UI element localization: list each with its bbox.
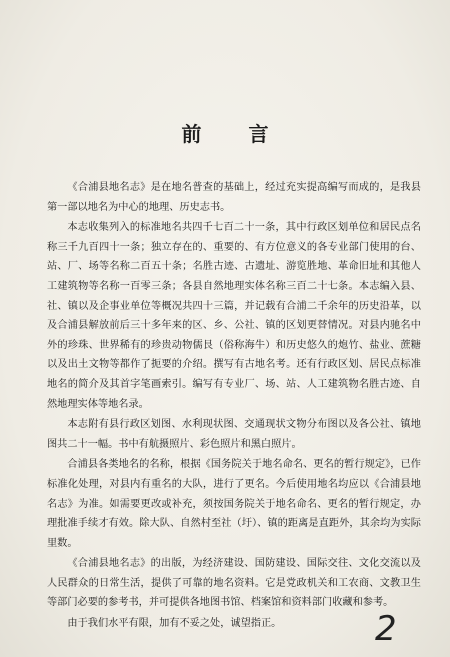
- paragraph-purpose: 《合浦县地名志》的出版，为经济建设、国防建设、国际交往、文化交流以及人民群众的日常生活，提供了可靠的地名资料。它是党政机关和工农商、文教卫生等部门必要的参考书，并可提供各地图书馆、档案馆和资料部门收藏和参考。: [47, 558, 421, 609]
- paragraph-intro: 《合浦县地名志》是在地名普查的基础上，经过充实提高编写而成的，是我县第一部以地名为中心的地理、历史志书。: [47, 182, 421, 213]
- page-title: 前 言: [181, 122, 289, 146]
- paragraph-standardization: 合浦县各类地名的名称，根据《国务院关于地名命名、更名的暂行规定》，已作标准化处理，对县内有重名的大队，进行了更名。今后使用地名均应以《合浦县地名志》为准。如需要更改或补充，须按国务院关于地名命名、更名的暂行规定，办理批准手续才有效。除大队、自然村至社（圩）、镇的距离是直距外，其余均为实际里数。: [47, 459, 421, 549]
- paragraph-contents: 本志收集列入的标准地名共四千七百二十一条，其中行政区划单位和居民点名称三千九百四十一条；独立存在的、重要的、有方位意义的各专业部门使用的台、站、厂、场等名称二百五十条；名胜古迹、古遗址、游览胜地、革命旧址和其他人工建筑物等名称一百零三条；各县自然地理实体名称三百二十七条。本志编入县、社、镇以及企事业单位等概况共四十三篇，并记载有合浦二千余年的历史沿革，以及合浦县解放前后三十多年来的区、乡、公社、镇的区划更替情况。对县内驰名中外的珍珠、世界稀有的珍贵动物儒艮（俗称海牛）和历史悠久的炮竹、盐业、蔗糖以及出土文物等都作了扼要的介绍。撰写有古地名考。还有行政区划、居民点标准地名的简介及其首字笔画索引。编写有专业厂、场、站、人工建筑物名胜古迹、自然地理实体等地名录。: [47, 222, 421, 410]
- paragraph-maps: 本志附有县行政区划图、水利现状图、交通现状文物分布图以及各公社、镇地图共二十一幅。书中有航摄照片、彩色照片和黑白照片。: [47, 419, 421, 450]
- page-number: 2: [375, 609, 397, 649]
- preface-body: [47, 178, 421, 635]
- paragraph-closing: 由于我们水平有限，加有不妥之处，诚望指正。: [67, 618, 282, 630]
